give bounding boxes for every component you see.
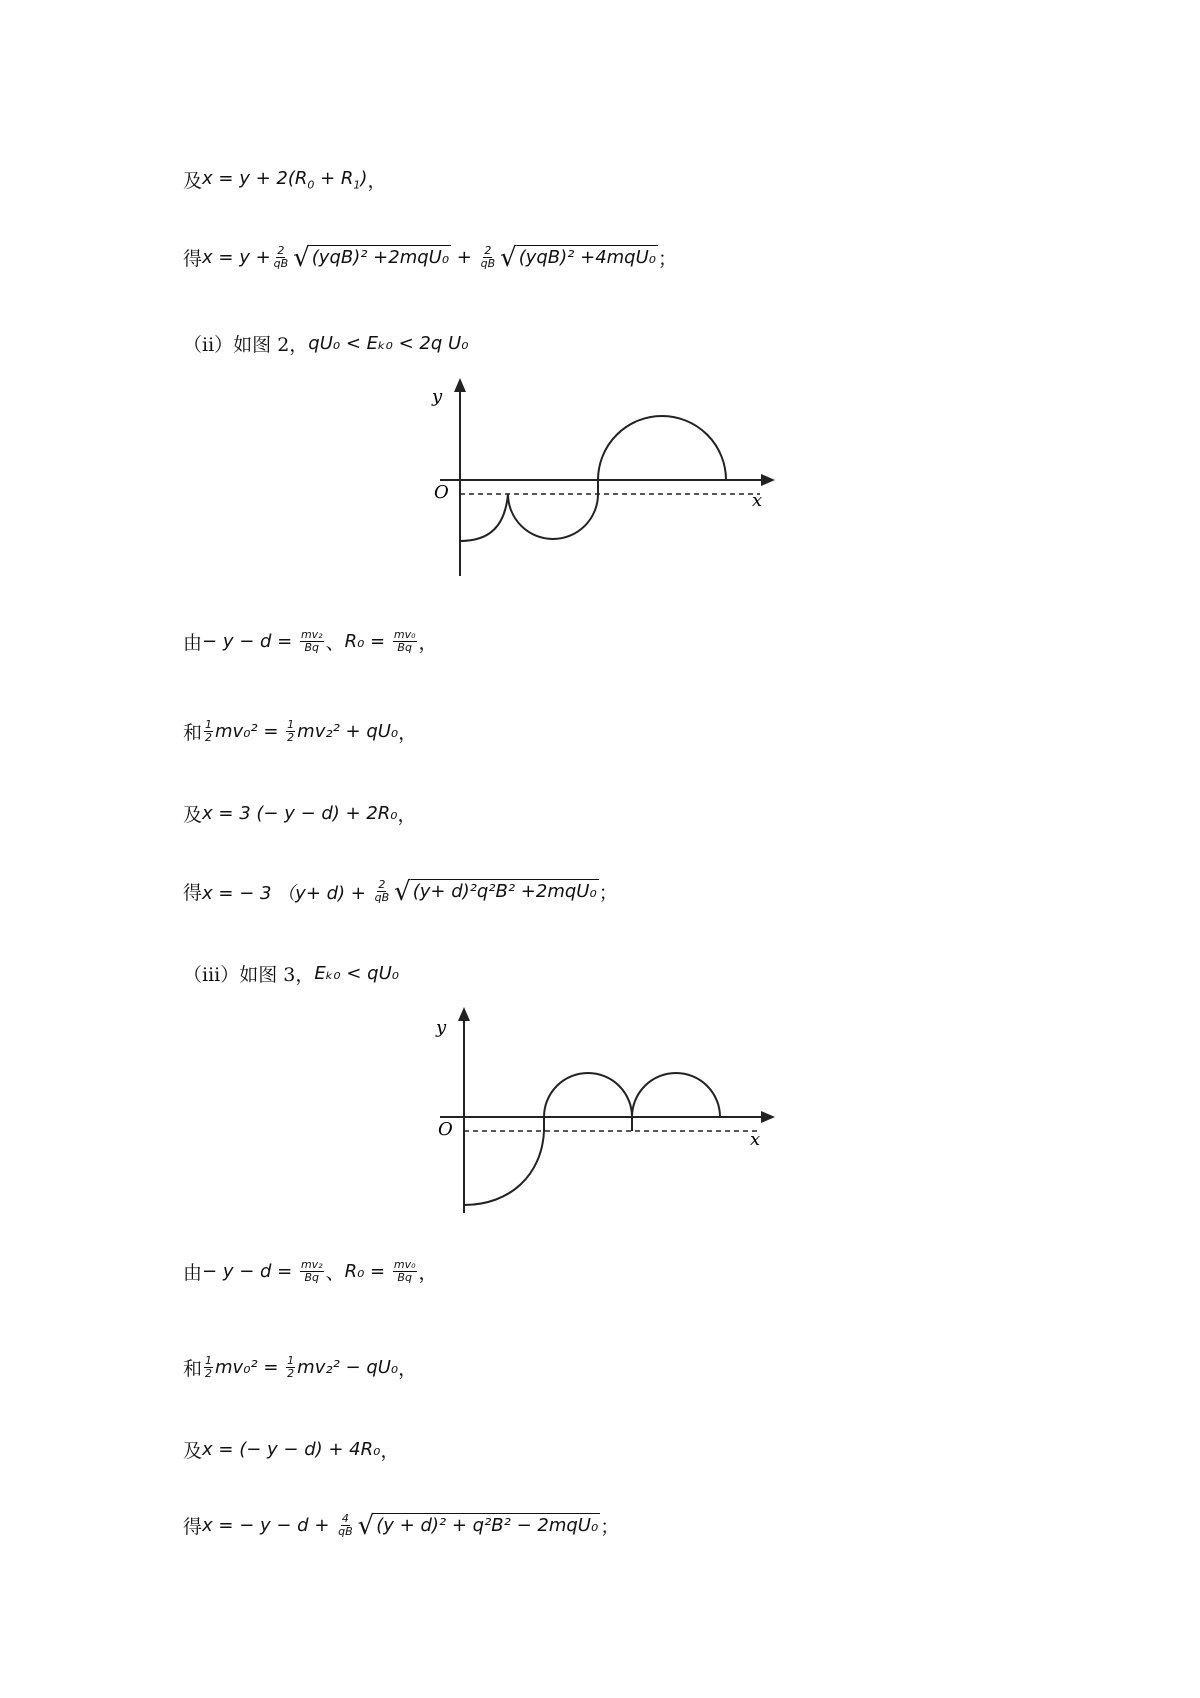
equation-text: x = (− y − d) + 4R₀ bbox=[202, 1439, 381, 1460]
trajectory-arc bbox=[508, 494, 598, 539]
punctuation: ， bbox=[367, 170, 387, 192]
punctuation: ， bbox=[397, 804, 417, 826]
equation-line-5 bbox=[183, 718, 417, 745]
equation-text: $x = y + 2(R_0 + R_1)$ bbox=[202, 167, 368, 192]
equation-text: x = y + bbox=[202, 247, 271, 268]
fraction: $\frac{2}{qB}$ bbox=[273, 244, 289, 270]
fraction: $\frac{1}{2}$ bbox=[287, 718, 295, 744]
fraction: $\frac{2}{qB}$ bbox=[480, 244, 496, 270]
trajectory-arc bbox=[464, 1117, 544, 1205]
equation-text: R₀ = bbox=[344, 1261, 391, 1282]
trajectory-arc bbox=[632, 1073, 720, 1117]
x-axis-label: x bbox=[750, 1129, 761, 1150]
punctuation: ； bbox=[600, 1516, 620, 1538]
equation-text: − y − d = bbox=[202, 631, 298, 652]
equation-text: R₀ = bbox=[344, 631, 391, 652]
equation-text: − y − d = bbox=[202, 1261, 298, 1282]
equation-line-11 bbox=[183, 1436, 399, 1463]
fraction: $\frac{\text{mv₂}}{Bq}$ bbox=[300, 1258, 323, 1284]
equation-line-9 bbox=[183, 1258, 438, 1285]
text-prefix: 由 bbox=[183, 1262, 203, 1284]
figure-3-trajectory bbox=[420, 1005, 780, 1215]
y-axis-label: y bbox=[432, 386, 443, 407]
fraction: $\frac{1}{2}$ bbox=[205, 1354, 213, 1380]
punctuation: ； bbox=[598, 882, 618, 904]
case-heading-iii bbox=[183, 960, 399, 987]
equation-text: x = − 3 （y+ d) + bbox=[202, 882, 372, 904]
origin-label: O bbox=[434, 482, 449, 503]
text-prefix: 得 bbox=[183, 248, 203, 270]
punctuation: ， bbox=[380, 1440, 400, 1462]
square-root: √ (y + d)² + q²B² − 2mqU₀ bbox=[357, 1510, 599, 1541]
text-prefix: 得 bbox=[183, 1516, 203, 1538]
figure-2-trajectory bbox=[420, 376, 780, 586]
x-axis-arrow bbox=[761, 474, 775, 486]
equation-text: mv₀² = bbox=[215, 1357, 285, 1378]
equation-line-1 bbox=[183, 166, 386, 193]
trajectory-arc bbox=[460, 494, 508, 541]
equation-text: x = − y − d + bbox=[202, 1515, 336, 1536]
equation-line-2 bbox=[183, 244, 677, 271]
punctuation: ， bbox=[418, 632, 438, 654]
equation-text: x = 3 (− y − d) + 2R₀ bbox=[202, 803, 398, 824]
case-label: （iii）如图 3， bbox=[183, 964, 315, 986]
equation-line-10 bbox=[183, 1354, 417, 1381]
punctuation: ； bbox=[658, 248, 678, 270]
square-root: √ (yqB)² +4mqU₀ bbox=[500, 242, 656, 273]
punctuation: ， bbox=[398, 722, 418, 744]
text-prefix: 及 bbox=[183, 804, 203, 826]
trajectory-arc bbox=[544, 1073, 632, 1117]
text-prefix: 和 bbox=[183, 722, 203, 744]
y-axis-arrow bbox=[458, 1007, 470, 1021]
text-prefix: 及 bbox=[183, 170, 203, 192]
case-condition: qU₀ < Eₖ₀ < 2q U₀ bbox=[308, 333, 469, 354]
equation-line-12 bbox=[183, 1512, 619, 1539]
fraction: $\frac{\text{mv₂}}{Bq}$ bbox=[300, 628, 323, 654]
x-axis-label: x bbox=[752, 490, 763, 511]
separator: 、 bbox=[325, 632, 345, 654]
square-root: √ (yqB)² +2mqU₀ bbox=[293, 242, 450, 273]
square-root: √ (y+ d)²q²B² +2mqU₀ bbox=[394, 876, 597, 907]
text-prefix: 及 bbox=[183, 1440, 203, 1462]
separator: 、 bbox=[325, 1262, 345, 1284]
fraction: $\frac{2}{qB}$ bbox=[374, 878, 390, 904]
fraction: $\frac{1}{2}$ bbox=[287, 1354, 295, 1380]
trajectory-arc bbox=[598, 416, 726, 494]
origin-label: O bbox=[438, 1119, 453, 1140]
text-prefix: 由 bbox=[183, 632, 203, 654]
case-heading-ii bbox=[183, 330, 468, 357]
y-axis-label: y bbox=[436, 1017, 447, 1038]
fraction: $\frac{4}{qB}$ bbox=[338, 1512, 353, 1538]
punctuation: ， bbox=[418, 1262, 438, 1284]
x-axis-arrow bbox=[761, 1111, 775, 1123]
fraction: $\frac{\text{mv₀}}{Bq}$ bbox=[393, 628, 416, 654]
fraction: $\frac{1}{2}$ bbox=[205, 718, 213, 744]
text-prefix: 得 bbox=[183, 882, 203, 904]
text-prefix: 和 bbox=[183, 1358, 203, 1380]
punctuation: ， bbox=[398, 1358, 418, 1380]
equation-line-4 bbox=[183, 628, 438, 655]
case-condition: Eₖ₀ < qU₀ bbox=[314, 963, 399, 984]
equation-text: mv₂² − qU₀ bbox=[297, 1357, 399, 1378]
equation-text: + bbox=[451, 247, 478, 268]
case-label: （ii）如图 2， bbox=[183, 334, 309, 356]
equation-line-6 bbox=[183, 800, 417, 827]
equation-text: mv₀² = bbox=[215, 721, 285, 742]
equation-line-7 bbox=[183, 878, 618, 905]
fraction: $\frac{\text{mv₀}}{Bq}$ bbox=[393, 1258, 416, 1284]
y-axis-arrow bbox=[454, 378, 466, 392]
equation-text: mv₂² + qU₀ bbox=[297, 721, 399, 742]
